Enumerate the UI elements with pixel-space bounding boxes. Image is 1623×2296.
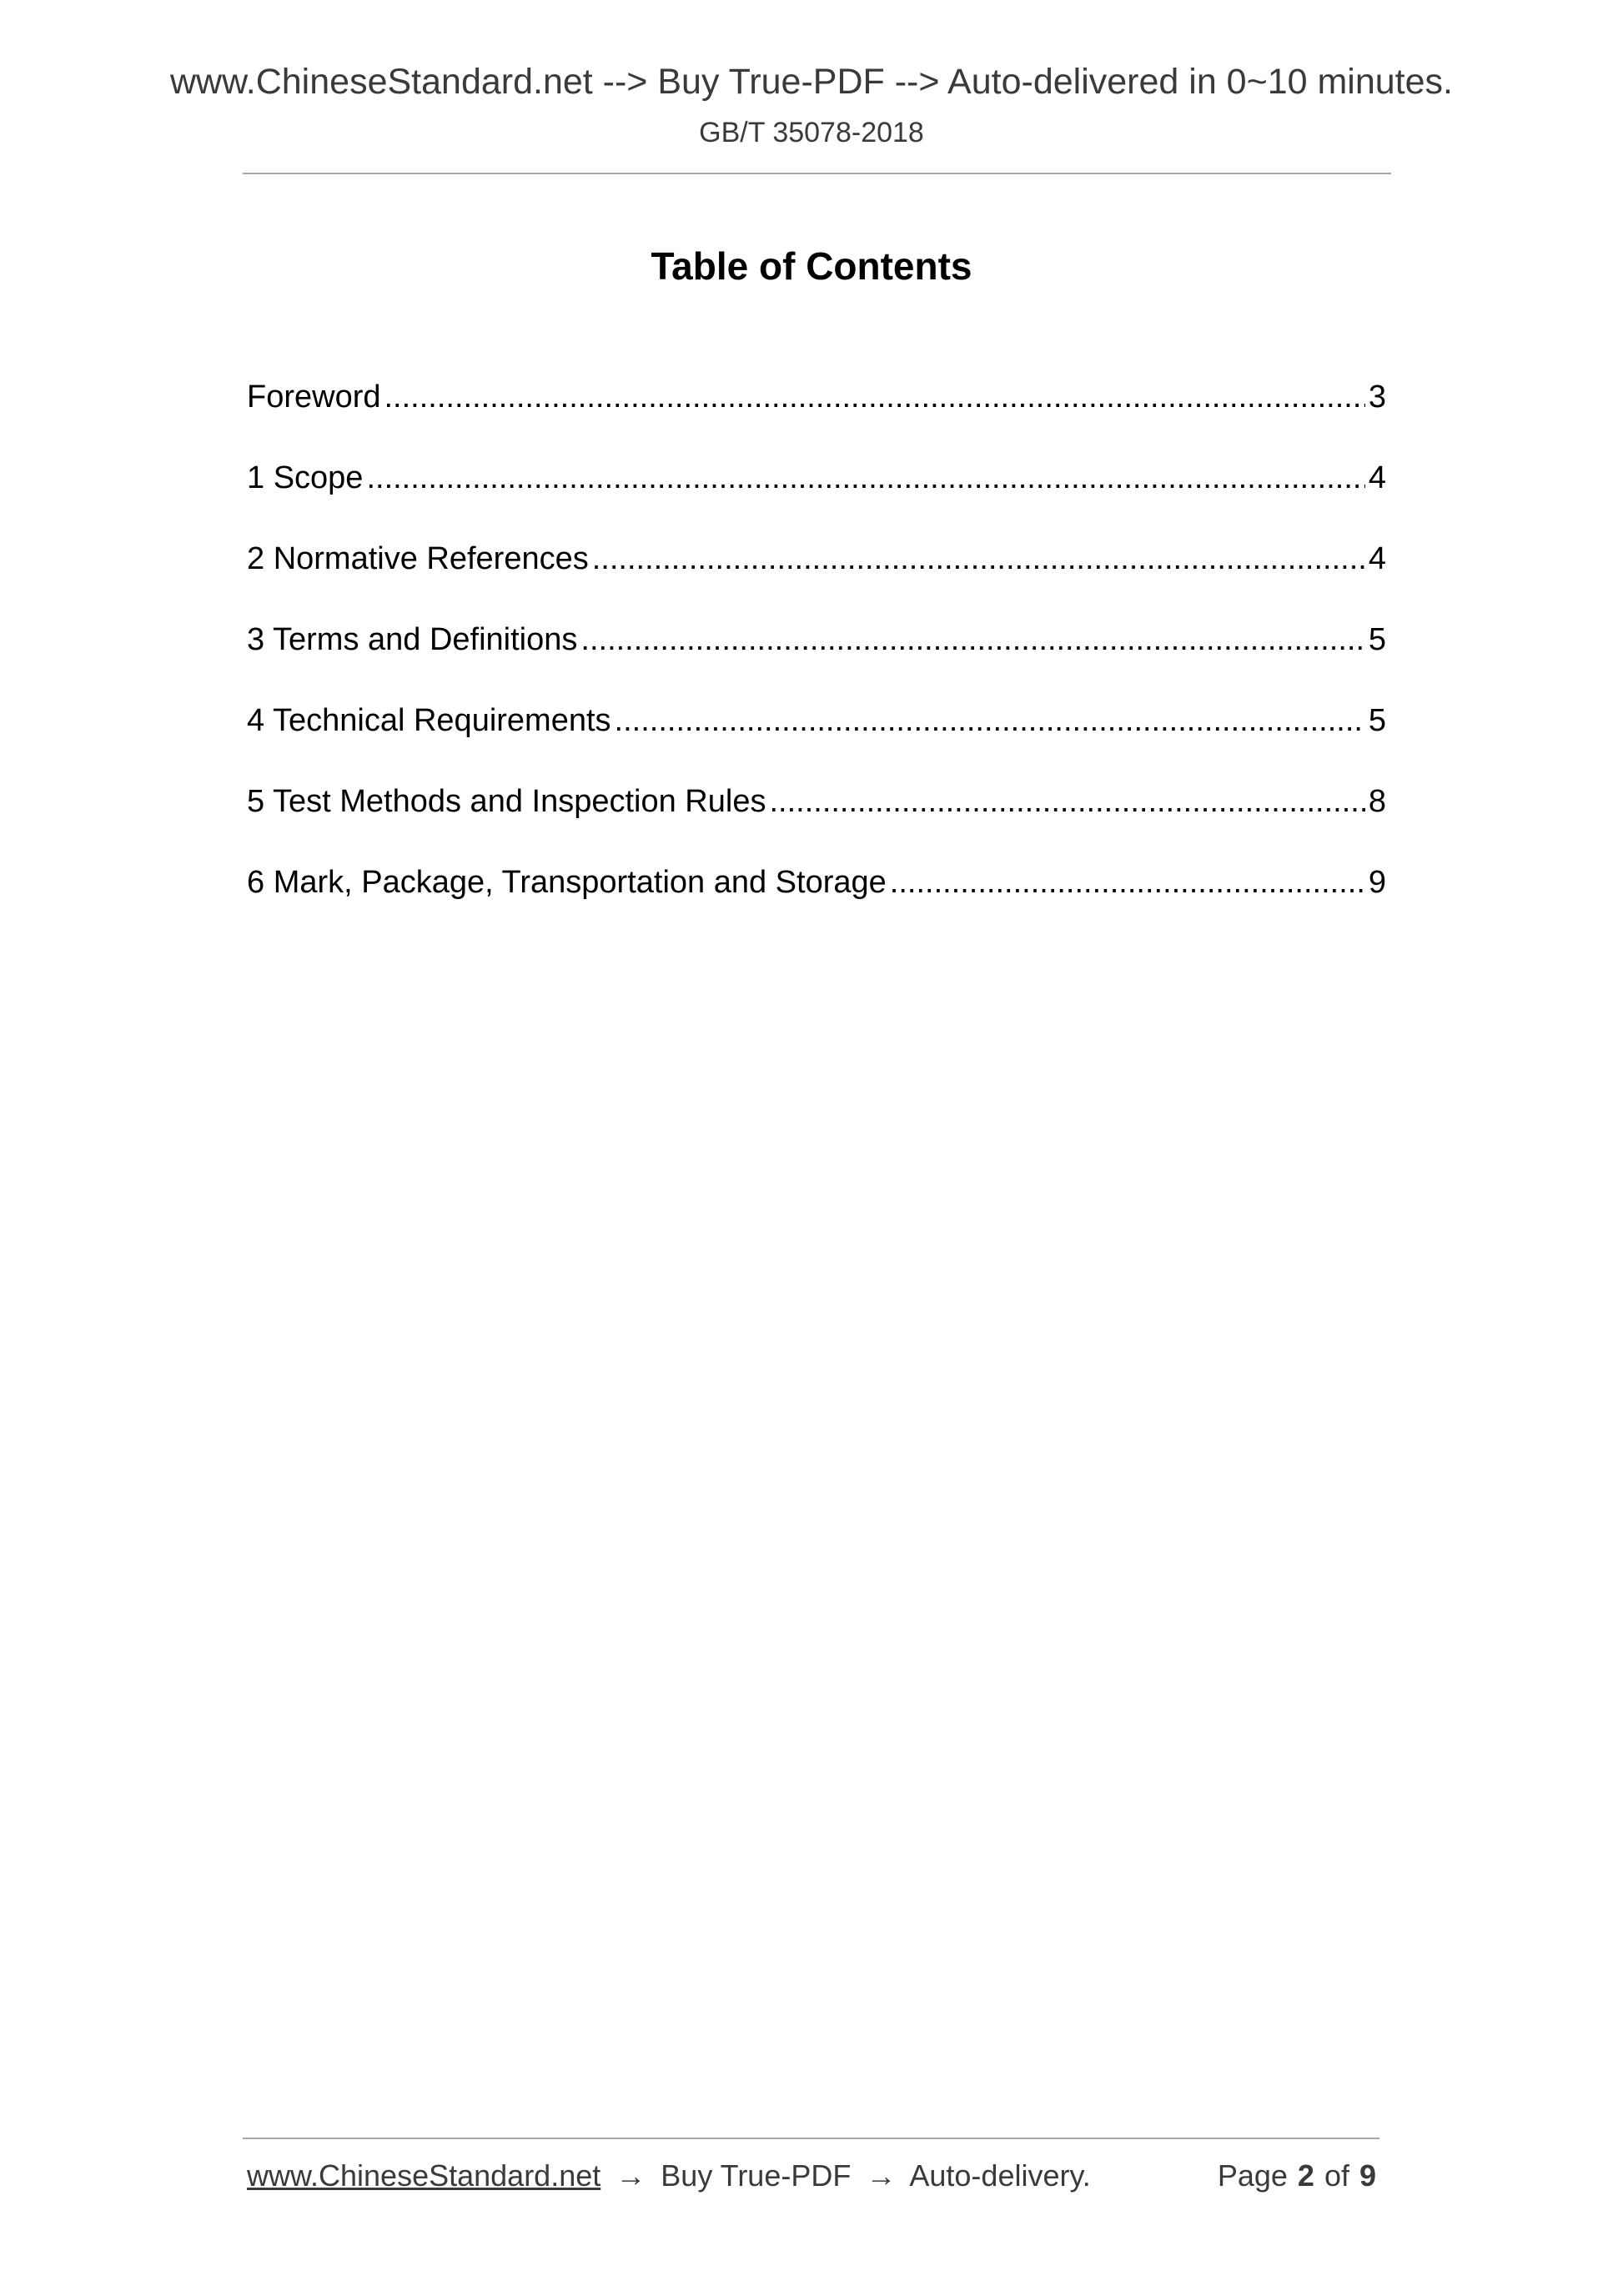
footer-step-buy: Buy True-PDF	[661, 2158, 852, 2193]
toc-entry-terms-definitions[interactable]	[247, 622, 1386, 703]
toc-dot-leader	[384, 379, 1365, 415]
toc-entry-label: Foreword	[247, 379, 381, 414]
standard-code: GB/T 35078-2018	[699, 117, 924, 148]
current-page-number: 2	[1297, 2158, 1314, 2193]
toc-dot-leader	[615, 703, 1365, 739]
footer-divider	[243, 2138, 1379, 2139]
toc-entry-page: 5	[1368, 622, 1386, 657]
page-word: Page	[1217, 2158, 1288, 2193]
header-banner: www.ChineseStandard.net --> Buy True-PDF --> Auto-delivered in 0~10 minutes.	[169, 62, 1453, 102]
arrow-right-icon: →	[866, 2158, 897, 2193]
toc-entry-page: 4	[1368, 460, 1386, 495]
toc-entry-foreword[interactable]	[247, 379, 1386, 460]
toc-entry-label: 4 Technical Requirements	[247, 703, 611, 738]
toc-entry-technical-requirements[interactable]	[247, 703, 1386, 784]
footer-left	[247, 2158, 1091, 2193]
toc-entry-label: 3 Terms and Definitions	[247, 622, 578, 657]
toc-entry-page: 5	[1368, 703, 1386, 738]
page-indicator	[1218, 2158, 1376, 2193]
toc-dot-leader	[592, 541, 1365, 577]
toc-entry-page: 4	[1368, 541, 1386, 576]
toc-dot-leader	[769, 784, 1364, 820]
total-pages-number: 9	[1359, 2158, 1376, 2193]
toc-list	[247, 379, 1386, 946]
toc-entry-mark-package[interactable]	[247, 865, 1386, 946]
footer-step-delivery: Auto-delivery.	[909, 2158, 1091, 2193]
toc-entry-label: 1 Scope	[247, 460, 364, 495]
toc-entry-label: 2 Normative References	[247, 541, 589, 576]
arrow-right-icon: →	[616, 2158, 646, 2193]
toc-dot-leader	[366, 460, 1364, 496]
toc-entry-page: 3	[1368, 379, 1386, 414]
of-word: of	[1324, 2158, 1349, 2193]
toc-title: Table of Contents	[651, 244, 972, 288]
toc-entry-page: 9	[1368, 865, 1386, 900]
toc-entry-label: 5 Test Methods and Inspection Rules	[247, 784, 766, 819]
toc-entry-scope[interactable]	[247, 460, 1386, 541]
toc-entry-normative-references[interactable]	[247, 541, 1386, 622]
header-divider	[243, 173, 1391, 174]
toc-entry-label: 6 Mark, Package, Transportation and Storage	[247, 865, 887, 900]
toc-dot-leader	[890, 865, 1365, 901]
toc-entry-test-methods[interactable]	[247, 784, 1386, 865]
toc-entry-page: 8	[1368, 784, 1386, 819]
toc-dot-leader	[580, 622, 1364, 658]
footer-site-link[interactable]: www.ChineseStandard.net	[247, 2158, 601, 2193]
